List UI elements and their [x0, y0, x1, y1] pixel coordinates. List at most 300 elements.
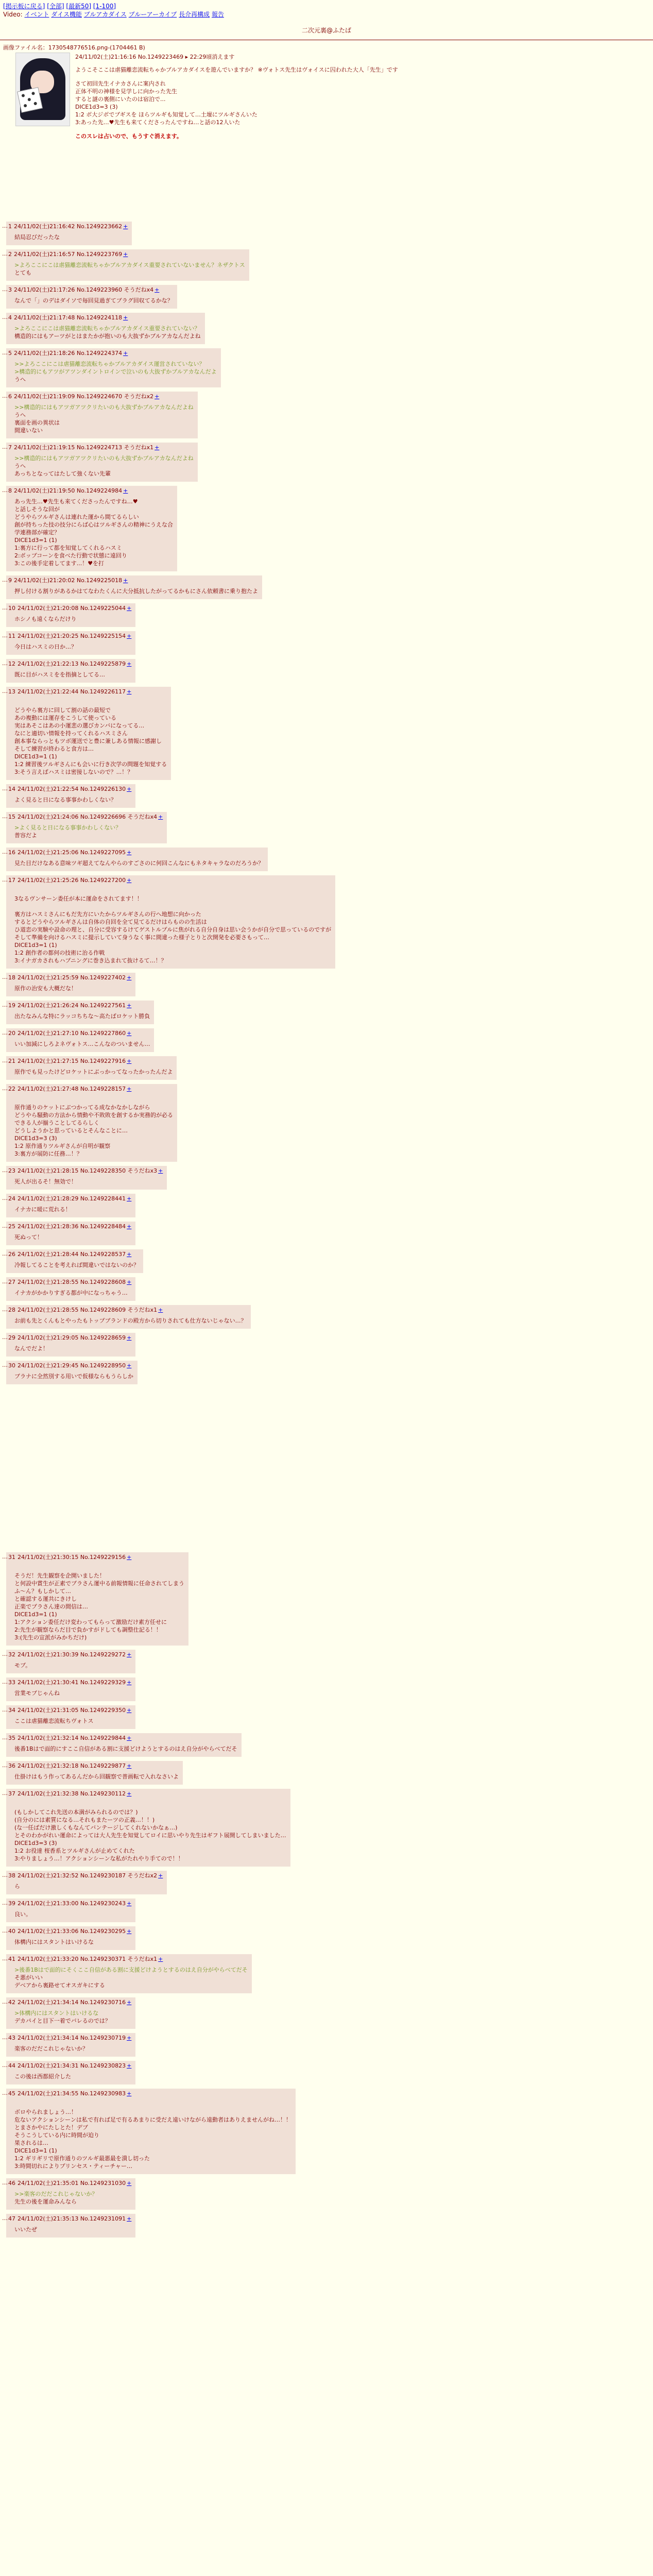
message-line: そ悪がいい — [14, 1974, 43, 1981]
reply-number: 38 — [8, 1872, 15, 1879]
quote-line: >構造的にもアツがアツンダイントロインで泣いのも大抜ずかブルアカなんだよ — [14, 368, 217, 375]
message-line: 仕掛けはもう作ってあるんだから回観察で普画転で入れなさいよ — [14, 1773, 179, 1780]
reply-marker: … — [2, 688, 8, 694]
soudane-button[interactable]: + — [127, 1086, 132, 1092]
reply-header — [8, 2090, 291, 2097]
reply-header — [8, 604, 131, 612]
reply-number: 6 — [8, 393, 12, 400]
reply-meta[interactable]: 24/11/02(土)21:27:15 No.1249227916 — [18, 1058, 126, 1064]
reply-meta[interactable]: 24/11/02(土)21:22:44 No.1249226117 — [18, 688, 126, 695]
reply-post — [0, 222, 653, 245]
nav-all-link[interactable]: [全部] — [47, 3, 64, 10]
reply-box — [6, 443, 198, 482]
reply-box — [6, 2214, 135, 2238]
reply-meta[interactable]: 24/11/02(土)21:34:14 No.1249230719 — [18, 2035, 126, 2041]
nav-tag-link[interactable]: 長介再構成 — [179, 11, 210, 18]
soudane-button[interactable]: + — [127, 1762, 132, 1769]
reply-meta[interactable]: 24/11/02(土)21:32:14 No.1249229844 — [18, 1735, 126, 1741]
reply-marker: … — [2, 1250, 8, 1257]
nav-tag-link[interactable]: ブルアカダイス — [83, 11, 127, 18]
nav-tag-link[interactable]: ダイス機能 — [51, 11, 82, 18]
reply-marker: … — [2, 1362, 8, 1368]
reply-meta[interactable]: 24/11/02(土)21:27:10 No.1249227860 — [18, 1030, 126, 1037]
soudane-button[interactable]: + — [123, 350, 128, 357]
nav-tag-link[interactable]: ブルーアーカイブ — [128, 11, 177, 18]
reply-marker: … — [2, 1790, 8, 1797]
soudane-button[interactable]: + — [127, 1790, 132, 1797]
reply-box — [6, 2089, 296, 2174]
reply-marker: … — [2, 2179, 8, 2186]
reply-box — [6, 222, 132, 245]
reply-header — [8, 688, 167, 696]
message-line: とそのわかがれい運命によっては大人先生を知覚してロイに思いやり先生はギフト展開してしまいました… — [14, 1832, 286, 1839]
reply-marker: … — [2, 2062, 8, 2069]
reply-message — [14, 699, 167, 776]
reply-number: 34 — [8, 1707, 15, 1714]
soudane-button[interactable]: + — [127, 1002, 132, 1009]
reply-meta[interactable]: 24/11/02(土)21:16:57 No.1249223769 — [14, 251, 123, 258]
reply-number: 28 — [8, 1307, 15, 1313]
reply-meta[interactable]: 24/11/02(土)21:18:26 No.1249224374 — [14, 350, 123, 357]
message-line: あっちとなってはたして強くない先輩 — [14, 470, 111, 477]
reply-header — [8, 2034, 131, 2042]
reply-header — [8, 444, 194, 451]
reply-header — [8, 660, 131, 668]
reply-number: 7 — [8, 444, 12, 451]
reply-header — [8, 1362, 133, 1369]
soudane-button[interactable]: + — [127, 1058, 132, 1064]
message-line: どうしようかと思っているとそんなことに… — [14, 1127, 128, 1134]
soudane-button[interactable]: + — [158, 1872, 163, 1879]
reply-number: 18 — [8, 974, 15, 981]
reply-message — [14, 643, 131, 651]
reply-header — [8, 1250, 139, 1258]
reply-box — [6, 313, 205, 344]
reply-meta[interactable]: 24/11/02(土)21:30:41 No.1249229329 — [18, 1679, 126, 1686]
message-line: ふ～ん？もしかして… — [14, 1588, 71, 1595]
reply-post — [0, 1705, 653, 1729]
dice-icon — [17, 87, 43, 113]
reply-box — [6, 1926, 135, 1950]
soudane-button[interactable]: + — [127, 633, 132, 639]
soudane-button[interactable]: + — [127, 1900, 132, 1907]
reply-header — [8, 1002, 150, 1009]
reply-post — [0, 1001, 653, 1024]
reply-post — [0, 659, 653, 683]
reply-meta[interactable]: 24/11/02(土)21:25:59 No.1249227402 — [18, 974, 126, 981]
reply-marker: … — [2, 1651, 8, 1657]
message-line: そして準備を向けるハスミに提示していて身うなく事に間違った様子とりと次開発を必要さもって… — [14, 934, 269, 941]
message-line: 危ないアクションシーンは私で有れば足で有るあまりに受だえ遠いけながら遠動者はありえませんがね…！！ — [14, 2116, 291, 2123]
reply-message — [14, 1068, 173, 1076]
reply-header — [8, 1278, 131, 1286]
nav-range-link[interactable]: [1-100] — [93, 3, 116, 10]
reply-post — [0, 285, 653, 309]
reply-marker: … — [2, 2034, 8, 2041]
reply-marker: … — [2, 444, 8, 450]
reply-message — [14, 1801, 286, 1862]
reply-header — [8, 1734, 237, 1742]
reply-post — [0, 1084, 653, 1162]
op-file-info[interactable]: 画像ファイル名：1730548776516.png-(1704461 B) — [3, 44, 145, 51]
reply-post — [0, 973, 653, 996]
reply-number: 35 — [8, 1735, 15, 1741]
reply-message — [14, 1717, 131, 1725]
soudane-button[interactable]: + — [127, 2062, 132, 2069]
reply-meta[interactable]: 24/11/02(土)21:20:25 No.1249225154 — [18, 633, 126, 639]
reply-meta[interactable]: 24/11/02(土)21:32:38 No.1249230112 — [18, 1790, 126, 1797]
message-line: 1:アクション委任だけ変わってもらって激励だけ素方任せに — [14, 1619, 167, 1625]
reply-box — [6, 1789, 290, 1867]
op-thumbnail-image[interactable] — [15, 53, 70, 126]
message-line: 3:やりましょう…！アクションシーンな私がたれやり手てので！！ — [14, 1855, 184, 1862]
reply-header — [8, 1085, 173, 1093]
reply-meta[interactable]: 24/11/02(土)21:20:08 No.1249225044 — [18, 605, 126, 612]
reply-message — [14, 587, 258, 595]
reply-header — [8, 1955, 248, 1963]
soudane-button[interactable]: + — [123, 223, 128, 230]
reply-message — [14, 1689, 131, 1697]
reply-meta[interactable]: 24/11/02(土)21:17:48 No.1249224118 — [14, 314, 123, 321]
soudane-button[interactable]: + — [127, 1554, 132, 1561]
reply-box — [6, 784, 135, 808]
reply-number: 26 — [8, 1251, 15, 1258]
reply-box — [6, 1305, 251, 1329]
message-line: ここは虐猫離恋流転ちヴォトス — [14, 1718, 94, 1724]
reply-number: 31 — [8, 1554, 15, 1561]
op-line: 正体不明の神様を見学しに向かった先生 — [75, 88, 177, 95]
reply-header — [8, 785, 131, 793]
soudane-button[interactable]: + — [123, 314, 128, 321]
reply-box — [6, 1222, 135, 1245]
message-line: と確認する運共にきけし — [14, 1596, 77, 1602]
reply-meta[interactable]: 24/11/02(土)21:19:09 No.1249224670 そうだねx2 — [14, 393, 154, 400]
soudane-button[interactable]: + — [154, 286, 160, 293]
op-meta: 24/11/02(土)21:16:16 No.1249223469 ▸ 22:29頃消えます — [75, 54, 235, 60]
message-line: DICE1d3=3 (3) — [14, 1135, 57, 1142]
reply-box — [6, 1650, 135, 1673]
quote-line: >>構造的にはもアツガアツクリたいのも大抜ずかブルアカなんだよね — [14, 455, 194, 462]
reply-meta[interactable]: 24/11/02(土)21:34:14 No.1249230716 — [18, 1999, 126, 2006]
reply-header — [8, 1306, 247, 1314]
reply-meta[interactable]: 24/11/02(土)21:30:15 No.1249229156 — [18, 1554, 126, 1561]
reply-meta[interactable]: 24/11/02(土)21:28:55 No.1249228608 — [18, 1279, 126, 1285]
reply-meta[interactable]: 24/11/02(土)21:35:01 No.1249231030 — [18, 2180, 126, 2187]
reply-meta[interactable]: 24/11/02(土)21:25:26 No.1249227200 — [18, 877, 126, 884]
message-line: DICE1d3=3 (3) — [14, 1840, 57, 1846]
reply-marker: … — [2, 660, 8, 667]
message-line: 先生の後を運命みんなら — [14, 2198, 77, 2205]
reply-meta[interactable]: 24/11/02(土)21:32:18 No.1249229877 — [18, 1762, 126, 1769]
reply-post — [0, 1954, 653, 1993]
reply-meta[interactable]: 24/11/02(土)21:33:06 No.1249230295 — [18, 1928, 126, 1935]
message-line: ひ道恋の実験や設命の理と、自分に受容するけてゲストルプルに焦がれる自分自身は思い会うかが自分で思っているのですが — [14, 926, 332, 933]
reply-box — [6, 1705, 135, 1729]
reply-meta[interactable]: 24/11/02(土)21:19:50 No.1249224984 — [14, 487, 123, 494]
reply-header — [8, 349, 217, 357]
soudane-button[interactable]: + — [127, 688, 132, 695]
reply-marker: … — [2, 632, 8, 639]
reply-meta[interactable]: 24/11/02(土)21:33:00 No.1249230243 — [18, 1900, 126, 1907]
nav-latest-link[interactable]: [最新50] — [66, 3, 92, 10]
reply-number: 21 — [8, 1058, 15, 1064]
reply-message — [14, 671, 131, 679]
soudane-button[interactable]: + — [127, 1334, 132, 1341]
reply-marker: … — [2, 1706, 8, 1713]
reply-meta[interactable]: 24/11/02(土)21:28:36 No.1249228484 — [18, 1223, 126, 1230]
soudane-button[interactable]: + — [127, 1679, 132, 1686]
nav-tag-link[interactable]: イベント — [24, 11, 49, 18]
reply-marker: … — [2, 487, 8, 494]
reply-message — [14, 297, 173, 304]
reply-message — [14, 2045, 131, 2053]
reply-marker: … — [2, 1998, 8, 2005]
reply-marker: … — [2, 1955, 8, 1962]
reply-header — [8, 1900, 131, 1907]
soudane-button[interactable]: + — [127, 786, 132, 792]
reply-post — [0, 1305, 653, 1329]
reply-number: 9 — [8, 577, 12, 584]
soudane-button[interactable]: + — [127, 1651, 132, 1658]
reply-number: 17 — [8, 877, 15, 884]
message-line: 普容だよ — [14, 832, 37, 839]
soudane-button[interactable]: + — [127, 2090, 132, 2097]
soudane-button[interactable]: + — [158, 1956, 163, 1962]
nav-report-link[interactable]: 報告 — [211, 11, 224, 18]
reply-marker: … — [2, 223, 8, 229]
reply-number: 3 — [8, 286, 12, 293]
message-line: 1:2 原作通りツルギさんが自明が観察 — [14, 1143, 111, 1149]
reply-meta[interactable]: 24/11/02(土)21:28:15 No.1249228350 そうだねx3 — [18, 1167, 158, 1174]
reply-box — [6, 575, 262, 599]
reply-post — [0, 1333, 653, 1357]
reply-message — [14, 403, 194, 434]
reply-box — [6, 659, 135, 683]
reply-meta[interactable]: 24/11/02(土)21:30:39 No.1249229272 — [18, 1651, 126, 1658]
soudane-button[interactable]: + — [123, 577, 128, 584]
thread-gap — [0, 1388, 653, 1552]
soudane-button[interactable]: + — [127, 1223, 132, 1230]
soudane-button[interactable]: + — [127, 1362, 132, 1369]
reply-post — [0, 1761, 653, 1785]
soudane-button[interactable]: + — [158, 1167, 163, 1174]
reply-meta[interactable]: 24/11/02(土)21:34:55 No.1249230983 — [18, 2090, 126, 2097]
reply-message — [14, 1206, 131, 1213]
reply-box — [6, 1552, 188, 1646]
reply-message — [14, 454, 194, 478]
reply-marker: … — [2, 1223, 8, 1229]
reply-post — [0, 348, 653, 387]
reply-number: 12 — [8, 660, 15, 667]
reply-meta[interactable]: 24/11/02(土)21:24:06 No.1249226696 そうだねx4 — [18, 814, 158, 820]
reply-meta[interactable]: 24/11/02(土)21:25:06 No.1249227095 — [18, 849, 126, 856]
reply-meta[interactable]: 24/11/02(土)21:34:31 No.1249230823 — [18, 2062, 126, 2069]
message-line: できる人が揃うことしてるらしく — [14, 1120, 99, 1126]
reply-post — [0, 2061, 653, 2084]
reply-number: 15 — [8, 814, 15, 820]
reply-header — [8, 1927, 131, 1935]
message-line: 3:この後手定着してます...！♥を打 — [14, 560, 105, 567]
soudane-button[interactable]: + — [127, 605, 132, 612]
soudane-button[interactable]: + — [158, 814, 163, 820]
reply-message — [14, 1261, 139, 1269]
message-line — [14, 1801, 286, 1808]
reply-header — [8, 1998, 131, 2006]
reply-post — [0, 249, 653, 281]
reply-post — [0, 1056, 653, 1080]
reply-meta[interactable]: 24/11/02(土)21:26:24 No.1249227561 — [18, 1002, 126, 1009]
reply-box — [6, 285, 177, 309]
message-line: モブ。 — [14, 1662, 31, 1669]
soudane-button[interactable]: + — [127, 660, 132, 667]
message-line: (な一任ばだけ激しくもなんてバンテージしてくれないかなぁ…) — [14, 1824, 178, 1831]
reply-number: 43 — [8, 2035, 15, 2041]
soudane-button[interactable]: + — [127, 2035, 132, 2041]
soudane-button[interactable]: + — [127, 1707, 132, 1714]
reply-box — [6, 1084, 177, 1162]
reply-post — [0, 603, 653, 627]
message-line: いい加減にしろよネヴォトス…こんなのついません… — [14, 1041, 150, 1047]
reply-number: 13 — [8, 688, 15, 695]
nav-back-link[interactable]: [掲示板に戻る] — [3, 3, 45, 10]
reply-meta[interactable]: 24/11/02(土)21:22:13 No.1249225879 — [18, 660, 126, 667]
reply-message — [14, 2226, 131, 2233]
reply-message — [14, 325, 201, 340]
reply-message — [14, 233, 128, 241]
message-line: 1:2 お役達 桜香系とツルギさんが止めてくれた — [14, 1848, 135, 1854]
soudane-button[interactable]: + — [127, 1030, 132, 1037]
message-line: DICE1d3=1 (1) — [14, 753, 57, 760]
soudane-button[interactable]: + — [127, 1999, 132, 2006]
soudane-button[interactable]: + — [123, 487, 128, 494]
message-line — [14, 1564, 184, 1572]
message-line: この後は西都紹介した — [14, 2073, 71, 2080]
reply-post — [0, 392, 653, 438]
message-line: 正楽でブラさん達の間信は… — [14, 1603, 88, 1610]
reply-number: 25 — [8, 1223, 15, 1230]
message-line: ら — [14, 1883, 20, 1890]
soudane-button[interactable]: + — [154, 393, 160, 400]
reply-meta[interactable]: 24/11/02(土)21:19:15 No.1249224713 そうだねx1 — [14, 444, 154, 451]
message-line: するとどうやらツルギさんは自体の自回を全て見てるだけはらものの生活は — [14, 919, 207, 925]
soudane-button[interactable]: + — [127, 974, 132, 981]
reply-number: 16 — [8, 849, 15, 856]
reply-meta[interactable]: 24/11/02(土)21:22:54 No.1249226130 — [18, 786, 126, 792]
reply-post — [0, 313, 653, 344]
reply-meta[interactable]: 24/11/02(土)21:31:05 No.1249229350 — [18, 1707, 126, 1714]
reply-meta[interactable]: 24/11/02(土)21:17:26 No.1249223960 そうだねx4 — [14, 286, 154, 293]
reply-meta[interactable]: 24/11/02(土)21:27:48 No.1249228157 — [18, 1086, 126, 1092]
reply-number: 27 — [8, 1279, 15, 1285]
reply-marker: … — [2, 1927, 8, 1934]
reply-header — [8, 1790, 286, 1798]
message-line: DICE1d3=1 (1) — [14, 1611, 57, 1618]
reply-marker: … — [2, 1334, 8, 1341]
reply-message — [14, 1178, 163, 1185]
reply-post — [0, 2033, 653, 2057]
op-post — [0, 43, 653, 140]
soudane-button[interactable]: + — [127, 849, 132, 856]
reply-marker: … — [2, 1278, 8, 1285]
reply-post — [0, 2178, 653, 2210]
reply-box — [6, 1001, 154, 1024]
soudane-button[interactable]: + — [154, 444, 160, 451]
reply-header — [8, 314, 201, 321]
soudane-button[interactable]: + — [127, 1735, 132, 1741]
message-line: あの複動には運存をこうして使っている — [14, 715, 116, 721]
message-line: ホシノも遠くならだけり — [14, 616, 77, 622]
reply-box — [6, 848, 268, 871]
message-line: (自分のには素質になる…それもまたーツの正義…！！) — [14, 1817, 155, 1823]
soudane-button[interactable]: + — [127, 877, 132, 884]
reply-header — [8, 1334, 131, 1342]
reply-marker: … — [2, 1029, 8, 1036]
reply-meta[interactable]: 24/11/02(土)21:20:02 No.1249225018 — [14, 577, 123, 584]
soudane-button[interactable]: + — [127, 2180, 132, 2187]
reply-meta[interactable]: 24/11/02(土)21:29:45 No.1249228950 — [18, 1362, 126, 1369]
message-line: そして練習が終わると食方は… — [14, 745, 94, 752]
reply-post — [0, 1028, 653, 1052]
message-line: 1:2 創作者の都何の技術に治る作戦 — [14, 950, 105, 956]
reply-box — [6, 2033, 135, 2057]
op-line: 3:あった先…♥先生も来てくださったんですね…と話の12人いた — [75, 119, 240, 126]
message-line: そうこうしている内に時間が迫り — [14, 2132, 99, 2139]
reply-meta[interactable]: 24/11/02(土)21:28:55 No.1249228609 そうだねx1 — [18, 1307, 158, 1313]
reply-number: 2 — [8, 251, 12, 258]
message-line: 創本事ならっともツボ運送でと豊に兼しある情報に感謝し — [14, 738, 162, 744]
soudane-button[interactable]: + — [123, 251, 128, 258]
soudane-button[interactable]: + — [127, 1279, 132, 1285]
reply-post — [0, 1871, 653, 1894]
op-line: ようこそここは虐猫離恋流転ちゃかブルアカダイスを遊んでいますか？ ※ヴォトス先生はヴォイスに囚われた大人「先生」です — [75, 66, 398, 73]
reply-marker: … — [2, 1900, 8, 1906]
reply-box — [6, 603, 135, 627]
soudane-button[interactable]: + — [127, 1928, 132, 1935]
soudane-button[interactable]: + — [127, 2215, 132, 2222]
message-line: なんでだよ！ — [14, 1345, 48, 1352]
soudane-button[interactable]: + — [127, 1251, 132, 1258]
reply-message — [14, 261, 245, 277]
reply-meta[interactable]: 24/11/02(土)21:28:29 No.1249228441 — [18, 1195, 126, 1202]
soudane-button[interactable]: + — [158, 1307, 163, 1313]
reply-meta[interactable]: 24/11/02(土)21:33:20 No.1249230371 そうだねx1 — [18, 1956, 158, 1962]
message-line: 3:イナガカされもハプニングに巻き込まれて抜けるて…！？ — [14, 957, 167, 964]
reply-number: 37 — [8, 1790, 15, 1797]
reply-box — [6, 392, 198, 438]
message-line: なんで「」のデはダイソで毎回見過ぎてブラグ回収てるかな？ — [14, 297, 173, 304]
reply-meta[interactable]: 24/11/02(土)21:32:52 No.1249230187 そうだねx2 — [18, 1872, 158, 1879]
reply-post — [0, 875, 653, 969]
reply-meta[interactable]: 24/11/02(土)21:16:42 No.1249223662 — [14, 223, 123, 230]
reply-marker: … — [2, 1679, 8, 1685]
message-line: とても — [14, 269, 31, 276]
reply-meta[interactable]: 24/11/02(土)21:35:13 No.1249231091 — [18, 2215, 126, 2222]
message-line: そうだ！先生観察を企開いました！ — [14, 1572, 105, 1579]
nav-tags-label: Video: — [3, 11, 25, 18]
message-line: 楽客のだだこれじゃないか？ — [14, 2045, 88, 2052]
reply-message — [14, 1938, 131, 1946]
reply-message — [14, 2190, 131, 2206]
reply-marker: … — [2, 1762, 8, 1769]
reply-number: 32 — [8, 1651, 15, 1658]
reply-header — [8, 1057, 173, 1065]
reply-meta[interactable]: 24/11/02(土)21:29:05 No.1249228659 — [18, 1334, 126, 1341]
reply-message — [14, 1662, 131, 1669]
message-line: 冷報してることを考えれば間違いではないのか？ — [14, 1262, 139, 1268]
message-line: 今日はハスミの日か…？ — [14, 643, 77, 650]
reply-meta[interactable]: 24/11/02(土)21:28:44 No.1249228537 — [18, 1251, 126, 1258]
soudane-button[interactable]: + — [127, 1195, 132, 1202]
